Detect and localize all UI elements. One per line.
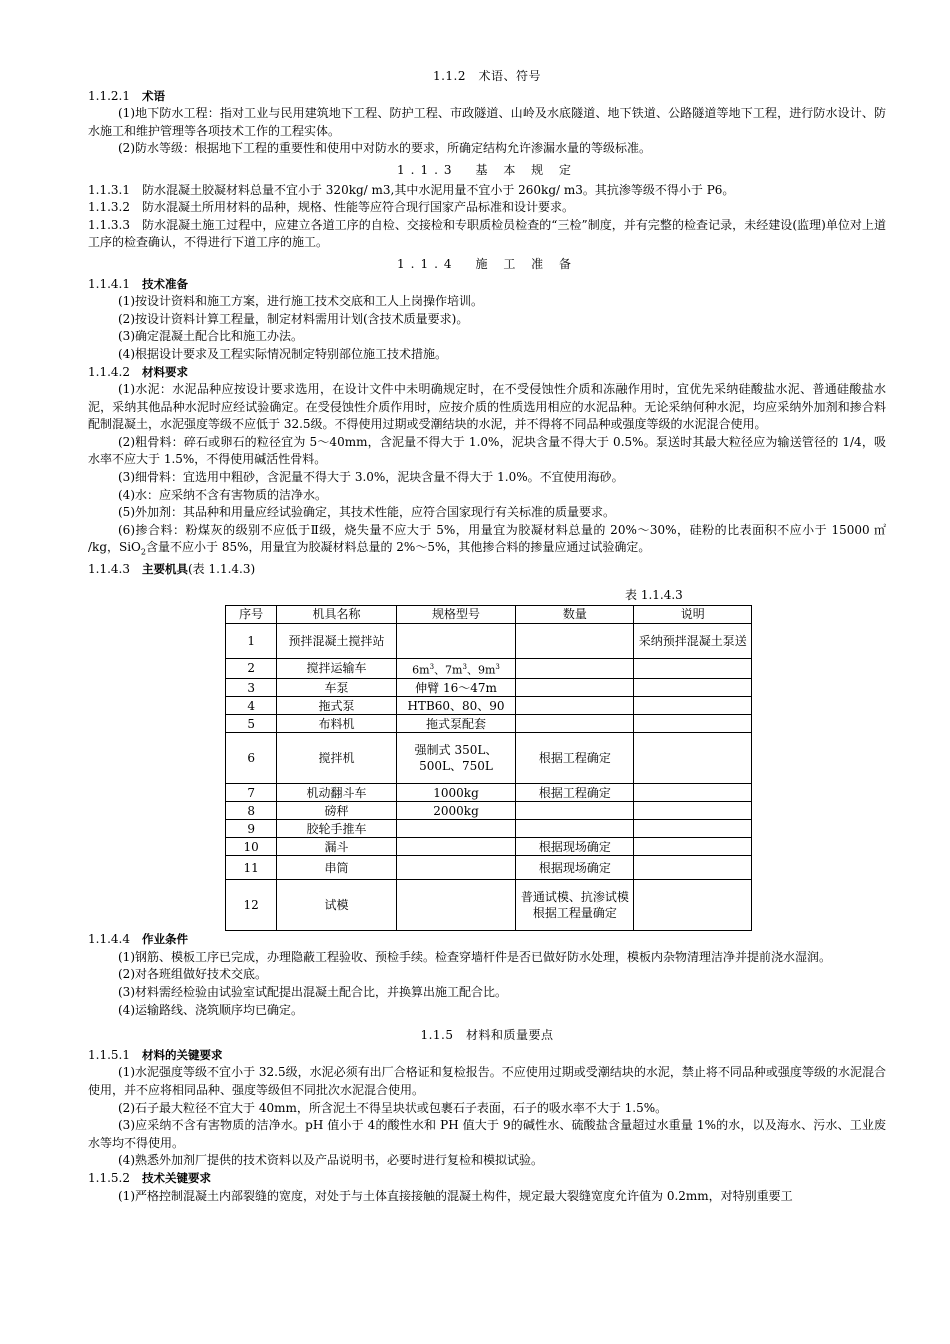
cell-note <box>634 715 752 733</box>
list-item: (4)水：应采纳不含有害物质的洁净水。 <box>118 487 327 502</box>
table-row <box>226 658 752 679</box>
cell-no: 7 <box>226 784 277 802</box>
subsection-heading: 1.1.4.2 材料要求 <box>88 364 188 379</box>
table-header-row <box>226 605 752 623</box>
cell-name: 拖式泵 <box>277 697 396 715</box>
cell-note <box>634 856 752 880</box>
cell-qty: 根据现场确定 <box>516 838 634 856</box>
cell-name: 磅秤 <box>277 802 396 820</box>
section-title-1-1-5: 1.1.5 材料和质量要点 <box>420 1028 554 1043</box>
cell-qty <box>516 820 634 838</box>
cell-note <box>634 658 752 679</box>
cell-qty <box>516 679 634 697</box>
cell-note <box>634 880 752 931</box>
cell-spec <box>396 838 516 856</box>
list-item: (3)材料需经检验由试验室试配提出混凝土配合比，并换算出施工配合比。 <box>118 985 508 1000</box>
subsection-heading: 1.1.2.1 术语 <box>88 88 165 103</box>
cell-note <box>634 838 752 856</box>
cell-note <box>634 697 752 715</box>
table-row <box>226 679 752 697</box>
cell-name: 胶轮手推车 <box>277 820 396 838</box>
table-row <box>226 623 752 658</box>
cell-qty <box>516 802 634 820</box>
cell-no: 4 <box>226 697 277 715</box>
cell-spec <box>396 623 516 658</box>
subsection-heading: 1.1.5.2 技术关键要求 <box>88 1170 211 1185</box>
cell-no: 12 <box>226 880 277 931</box>
cell-qty <box>516 658 634 679</box>
cell-name: 机动翻斗车 <box>277 784 396 802</box>
cell-name: 搅拌运输车 <box>277 658 396 679</box>
cell-spec: 1000kg <box>396 784 516 802</box>
document-page <box>88 64 886 1205</box>
paragraph: 1.1.3.1 防水混凝土胶凝材料总量不宜小于 320kg/ m3,其中水泥用量不宜小于 260kg/ m3。其抗渗等级不得小于 P6。 <box>88 182 735 197</box>
cell-name: 布料机 <box>277 715 396 733</box>
subsection-heading: 1.1.4.4 作业条件 <box>88 932 188 947</box>
cell-qty: 根据现场确定 <box>516 856 634 880</box>
table-row <box>226 715 752 733</box>
cell-note: 采纳预拌混凝土泵送 <box>634 623 752 658</box>
table-row <box>226 820 752 838</box>
list-item: (2)石子最大粒径不宜大于 40mm，所含泥土不得呈块状或包裹石子表面，石子的吸水率不大于 1.5%。 <box>118 1100 668 1115</box>
cell-spec: 拖式泵配套 <box>396 715 516 733</box>
cell-spec <box>396 880 516 931</box>
paragraph: (1)地下防水工程：指对工业与民用建筑地下工程、防护工程、市政隧道、山岭及水底隧道、地下铁道、公路隧道等地下工程，进行防水设计、防水施工和维护管理等各项技术工作的工程实体。 <box>88 106 886 138</box>
cell-note <box>634 784 752 802</box>
cell-no: 8 <box>226 802 277 820</box>
cell-name: 车泵 <box>277 679 396 697</box>
equipment-table <box>225 605 752 932</box>
section-title-1-1-3: 1.1.3 基 本 规 定 <box>397 162 577 177</box>
list-item: (1)钢筋、模板工序已完成，办理隐蔽工程验收、预检手续。检查穿墙杆件是否已做好防水处理，模板内杂物清理洁净并提前浇水湿润。 <box>118 949 832 964</box>
cell-name: 预拌混凝土搅拌站 <box>277 623 396 658</box>
cell-note <box>634 733 752 784</box>
cell-no: 3 <box>226 679 277 697</box>
list-item: (5)外加剂：其品种和用量应经试验确定，其技术性能，应符合国家现行有关标准的质量要求。 <box>118 505 616 520</box>
cell-qty <box>516 715 634 733</box>
column-header: 机具名称 <box>277 605 396 623</box>
cell-spec <box>396 856 516 880</box>
list-item: (2)粗骨料：碎石或卵石的粒径宜为 5～40mm，含泥量不得大于 1.0%，泥块含量不得大于 0.5%。泵送时其最大粒径应为输送管径的 1/4，吸水率不应大于 1.5%，不得使用碱活性骨料。 <box>88 434 886 467</box>
cell-name: 搅拌机 <box>277 733 396 784</box>
paragraph: 1.1.3.2 防水混凝土所用材料的品种，规格、性能等应符合现行国家产品标准和设计要求。 <box>88 200 574 215</box>
list-item: (1)严格控制混凝土内部裂缝的宽度，对处于与土体直接接触的混凝土构件，规定最大裂缝宽度允许值为 0.2mm，对特别重要工 <box>118 1188 793 1203</box>
cell-spec <box>396 820 516 838</box>
spacer <box>88 1019 886 1023</box>
paragraph: 1.1.3.3 防水混凝土施工过程中，应建立各道工序的自检、交接检和专职质检员检查的“三检”制度，并有完整的检查记录，未经建设(监理)单位对上道工序的检查确认，不得进行下道工序的施工。 <box>88 217 886 250</box>
cell-no: 2 <box>226 658 277 679</box>
cell-spec: 2000kg <box>396 802 516 820</box>
list-item: (1)按设计资料和施工方案，进行施工技术交底和工人上岗操作培训。 <box>118 294 484 309</box>
table-row <box>226 697 752 715</box>
cell-no: 10 <box>226 838 277 856</box>
cell-spec: $6m^3$、$7m^3$、$9m^3$ <box>396 658 516 679</box>
cell-qty: 普通试模、抗渗试模根据工程量确定 <box>516 880 634 931</box>
cell-qty <box>516 623 634 658</box>
cell-spec: 伸臂 16～47m <box>396 679 516 697</box>
column-header: 规格型号 <box>396 605 516 623</box>
table-row <box>226 880 752 931</box>
section-title-1-1-4: 1.1.4 施 工 准 备 <box>397 256 577 271</box>
cell-note <box>634 820 752 838</box>
column-header: 说明 <box>634 605 752 623</box>
cell-no: 9 <box>226 820 277 838</box>
list-item: (3)应采纳不含有害物质的洁净水。pH 值小于 4的酸性水和 PH 值大于 9的碱性水、硫酸盐含量超过水重量 1%的水，以及海水、污水、工业废水等均不得使用。 <box>88 1118 886 1150</box>
cell-note <box>634 802 752 820</box>
cell-qty <box>516 697 634 715</box>
subsection-heading: 1.1.4.1 技术准备 <box>88 276 188 291</box>
column-header: 数量 <box>516 605 634 623</box>
list-item: (1)水泥：水泥品种应按设计要求选用，在设计文件中未明确规定时，在不受侵蚀性介质和冻融作用时，宜优先采纳硅酸盐水泥、普通硅酸盐水泥，采纳其他品种水泥时应经试验确定。在受侵蚀性介质作用时，应按介质的性质选用相应的水泥品种。无论采纳何种水泥，均应采纳外加剂和掺合料配制混凝土，水泥强度等级不应低于 32.5级。不得使用过期或受潮结块的水泥，并不得将不同品种或强度等级的水泥混合使用。 <box>88 382 886 432</box>
paragraph: (2)防水等级：根据地下工程的重要性和使用中对防水的要求，所确定结构允许渗漏水量的等级标准。 <box>118 141 652 156</box>
list-item: (3)确定混凝土配合比和施工办法。 <box>118 329 303 344</box>
cell-qty: 根据工程确定 <box>516 784 634 802</box>
cell-no: 11 <box>226 856 277 880</box>
list-item: (4)熟悉外加剂厂提供的技术资料以及产品说明书，必要时进行复检和模拟试验。 <box>118 1153 544 1168</box>
cell-no: 6 <box>226 733 277 784</box>
list-item: (1)水泥强度等级不宜小于 32.5级，水泥必须有出厂合格证和复检报告。不应使用过期或受潮结块的水泥，禁止将不同品种或强度等级的水泥混合使用，并不应将相同品种、强度等级但不同批次水泥混合使用。 <box>88 1065 886 1098</box>
table-row <box>226 838 752 856</box>
column-header: 序号 <box>226 605 277 623</box>
table-row <box>226 856 752 880</box>
cell-spec: 强制式 350L、500L、750L <box>396 733 516 784</box>
table-row <box>226 733 752 784</box>
cell-name: 串筒 <box>277 856 396 880</box>
list-item: (2)按设计资料计算工程量，制定材料需用计划(含技术质量要求)。 <box>118 311 469 326</box>
list-item: (4)根据设计要求及工程实际情况制定特别部位施工技术措施。 <box>118 346 448 361</box>
list-item: (3)细骨料：宜选用中粗砂，含泥量不得大于 3.0%，泥块含量不得大于 1.0%。不宜使用海砂。 <box>118 470 624 485</box>
subsection-heading: 1.1.4.3 主要机具(表 1.1.4.3) <box>88 562 256 577</box>
cell-note <box>634 679 752 697</box>
cell-qty: 根据工程确定 <box>516 733 634 784</box>
cell-no: 5 <box>226 715 277 733</box>
table-caption: 表 1.1.4.3 <box>625 588 683 603</box>
subsection-heading: 1.1.5.1 材料的关键要求 <box>88 1047 223 1062</box>
table-row <box>226 784 752 802</box>
list-item: (6)掺合料：粉煤灰的级别不应低于Ⅱ级，烧失量不应大于 5%，用量宜为胶凝材料总量的 20%～30%，硅粉的比表面积不应小于 15000 ㎡ /kg，SiO$_2$含量不应小于 85%，用量宜为胶凝材料总量的 2%～5%，其他掺合料的掺量应通过试验确定。 <box>88 522 886 557</box>
section-title-1-1-2: 1.1.2 术语、符号 <box>432 69 542 83</box>
list-item: (2)对各班组做好技术交底。 <box>118 967 267 982</box>
list-item: (4)运输路线、浇筑顺序均已确定。 <box>118 1002 303 1017</box>
cell-name: 漏斗 <box>277 838 396 856</box>
cell-spec: HTB60、80、90 <box>396 697 516 715</box>
cell-no: 1 <box>226 623 277 658</box>
cell-name: 试模 <box>277 880 396 931</box>
table-row <box>226 802 752 820</box>
